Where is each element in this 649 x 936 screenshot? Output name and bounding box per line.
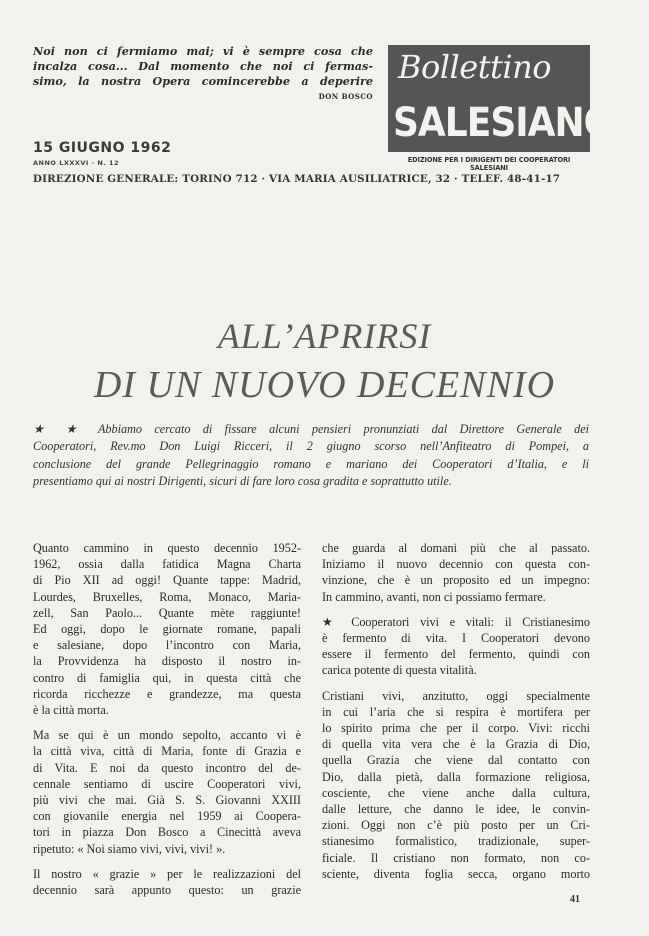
page-number: 41 — [570, 894, 580, 905]
text-line: di quella vita vera che è la Grazia di Dio, — [322, 737, 590, 752]
text-line: 1962, ossia dalla fatidica Magna Charta — [33, 557, 301, 572]
paragraph — [322, 688, 590, 882]
text-line: carica potente di questa vitalità. — [322, 663, 477, 678]
quote-line: simo, la nostra Opera comincerebbe a deperire — [33, 74, 373, 88]
text-line: Il nostro « grazie » per le realizzazioni del — [33, 866, 301, 881]
article-title-line-1: ALL’APRIRSI — [217, 316, 432, 356]
text-line: ripetuto: « Noi siamo vivi, vivi, vivi! ». — [33, 841, 226, 856]
text-line: la città viva, città di Maria, fonte di Grazia e — [33, 744, 301, 759]
paragraph — [33, 540, 301, 718]
text-line: Ma se qui è un mondo sepolto, accanto vi è — [33, 728, 301, 743]
text-line: stianesimo formalistico, tradizionale, super- — [322, 834, 590, 849]
quote-author: DON BOSCO — [318, 92, 373, 101]
issue-number: ANNO LXXXVI · N. 12 — [33, 159, 120, 167]
right-column — [322, 540, 590, 891]
intro-line: presentiamo qui ai nostri Dirigenti, sicuri di fare loro cosa gradita e soprattutto utile. — [33, 473, 452, 488]
quote-line: incalza cosa... Dal momento che noi ci fermas- — [33, 59, 373, 73]
paragraph — [322, 540, 590, 605]
text-line: è fermento di vita. I Cooperatori devono — [322, 631, 590, 646]
quote-line: Noi non ci fermiamo mai; vi è sempre cosa che — [33, 44, 373, 58]
text-line: Ed oggi, dopo le giornate romane, papali — [33, 622, 301, 637]
text-line: Iniziamo il nuovo decennio con questa con- — [322, 557, 590, 572]
text-line: cosciente, che viene anche dalla cultura, — [322, 785, 590, 800]
text-line: zell, San Paolo... Quante mète raggiunte! — [33, 605, 301, 620]
text-line: Lourdes, Bruxelles, Roma, Monaco, Maria- — [33, 589, 301, 604]
text-line: cennale sentiamo di uscire Cooperatori vivi, — [33, 776, 301, 791]
edition-label: EDIZIONE PER I DIRIGENTI DEI COOPERATORI SALESIANI — [407, 156, 571, 172]
article-intro — [33, 421, 589, 490]
text-line: più vivi che mai. Già S. S. Giovanni XXIII — [33, 793, 301, 808]
text-line: Quanto cammino in questo decennio 1952- — [33, 541, 301, 555]
text-line: e salesiane, dopo l’incontro con Maria, — [33, 638, 301, 653]
text-line: è la città morta. — [33, 703, 109, 718]
text-line: decennio sarà appunto questo: un grazie — [33, 883, 301, 898]
issue-date: 15 GIUGNO 1962 — [33, 140, 172, 156]
text-line: essere il fermento del fermento, quindi con — [322, 647, 590, 662]
article-title-line-2: DI UN NUOVO DECENNIO — [93, 364, 556, 406]
text-line: di Vita. E noi da questo incontro del de- — [33, 760, 301, 775]
text-line: ficiale. Il cristiano non formato, non co- — [322, 850, 590, 865]
don-bosco-quote — [33, 44, 373, 104]
text-line: ricorda ricchezze e grandezze, ma questa — [33, 686, 301, 701]
text-line: la Provvidenza ha disposto il nostro in- — [33, 654, 301, 669]
text-line: ★ Cooperatori vivi e vitali: il Cristianesimo — [322, 614, 590, 629]
text-line: Dio, dalla pietà, dalla formazione religiosa, — [322, 769, 590, 784]
paragraph — [322, 614, 590, 679]
text-line: dalle letture, che danno le idee, le convin- — [322, 802, 590, 817]
text-line: In cammino, avanti, non ci possiamo fermare. — [322, 589, 546, 604]
text-line: di Pio XII ad oggi! Quante tappe: Madrid, — [33, 573, 301, 588]
paragraph — [33, 866, 301, 898]
text-line: vinzione, che è un proposito ed un impegno: — [322, 573, 590, 588]
text-line: che guarda al domani più che al passato. — [322, 541, 590, 555]
masthead-script-title: Bollettino — [398, 48, 552, 86]
intro-line: Cooperatori, Rev.mo Don Luigi Ricceri, il 2 giugno scorso nell’Anfiteatro di Pompei, a — [33, 439, 589, 454]
text-line: quella Grazia che viene dal contatto con — [322, 753, 590, 768]
text-line: in cui l’aria che si respira è mortifera per — [322, 704, 590, 719]
masthead-logo — [388, 45, 614, 152]
text-line: lo spirito prima che per il corpo. Vivi: ricchi — [322, 721, 590, 736]
left-column — [33, 540, 301, 907]
direzione-address: DIREZIONE GENERALE: TORINO 712 · VIA MARIA AUSILIATRICE, 32 · TELEF. 48-41-17 — [33, 173, 561, 185]
text-line: zioni. Oggi non c’è più posto per un Cri- — [322, 818, 590, 833]
intro-line: ★ ★ Abbiamo cercato di fissare alcuni pensieri pronunziati dal Direttore Generale dei — [33, 422, 589, 436]
text-line: tori in piazza Don Bosco a Cinecittà aveva — [33, 825, 301, 840]
paragraph — [33, 727, 301, 857]
text-line: contro di famiglia qui, in questa città che — [33, 670, 301, 685]
text-line: con giovanile energia nel 1959 ai Coopera- — [33, 809, 301, 824]
text-line: Cristiani vivi, anzitutto, oggi specialmente — [322, 688, 590, 703]
intro-line: conclusione del grande Pellegrinaggio romano e mariano dei Cooperatori d’Italia, e li — [33, 456, 589, 471]
text-line: sciente, diventa foglia secca, organo morto — [322, 866, 590, 881]
masthead-name: SALESIANO — [393, 99, 614, 146]
